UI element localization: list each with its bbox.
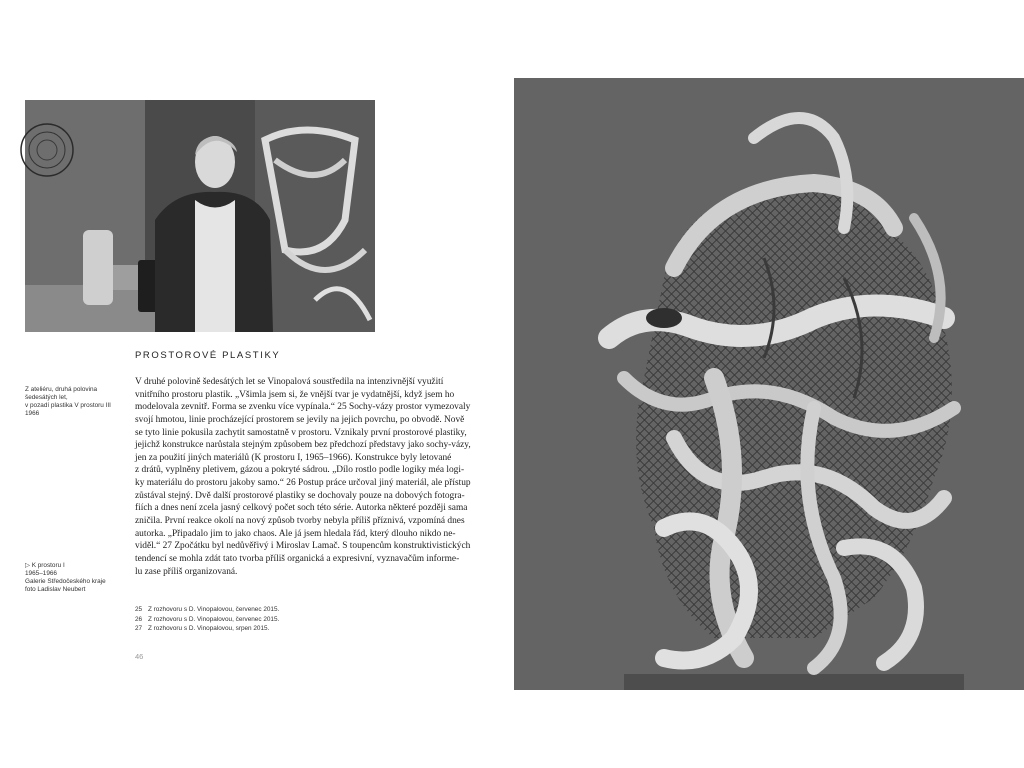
footnotes — [135, 605, 279, 634]
caption-line: foto Ladislav Neubert — [25, 586, 86, 593]
body-line: zůstával stejný. Dvě další prostorové plastiky se dochovaly pouze na dobových fotogra- — [135, 490, 465, 501]
page-number: 46 — [135, 652, 144, 661]
footnote-number: 26 — [135, 615, 143, 623]
footnote-text: Z rozhovoru s D. Vinopalovou, červenec 2015. — [148, 615, 280, 623]
studio-photo-image — [25, 100, 375, 332]
body-line: jen za použití jiných materiálů (K prostoru I, 1965–1966). Konstrukce byly letované — [135, 452, 452, 463]
body-line: autorka. „Připadalo jim to jako chaos. Ale já jsem hledala řád, který dlouho nikdo ne- — [135, 528, 456, 539]
right-page-sculpture-photo — [514, 78, 1024, 690]
sculpture-image — [514, 78, 1024, 690]
body-line: svojí hmotou, linie procházející prostorem se jevily na jejich povrchu, po obvodě. Nově — [135, 414, 465, 425]
caption-line: 1965–1966 — [25, 570, 57, 577]
body-line: vnitřního prostoru plastik. „Všimla jsem si, že vnější tvar je vydatnější, když jsem ho — [135, 389, 455, 400]
body-line: zničila. První reakce okolí na nový způsob tvorby nebyla příliš příznivá, vzpomíná dnes — [135, 516, 465, 527]
caption-line: ▷ K prostoru I — [25, 562, 65, 569]
section-title: PROSTOROVÉ PLASTIKY — [135, 350, 281, 361]
footnote — [135, 615, 279, 625]
caption-line: šedesátých let, — [25, 394, 68, 401]
footnote-number: 27 — [135, 625, 143, 632]
photo-caption-top — [25, 386, 125, 418]
body-line: fiích a dnes není zcela jasný celkový počet soch této série. Autorka některé později sama — [135, 503, 468, 514]
artist-studio-photo — [25, 100, 375, 332]
body-text — [135, 376, 471, 578]
footnote — [135, 624, 279, 634]
body-line: viděl.“ 27 Zpočátku byl nedůvěřivý i Miroslav Lamač. S toupencům konstruktivistických — [135, 541, 471, 552]
body-line: lu zase příliš organizovaná. — [135, 566, 238, 577]
caption-line: Z ateliéru, druhá polovina — [25, 386, 98, 393]
caption-line: Galerie Středočeského kraje — [25, 578, 106, 585]
body-line: se tyto linie pokusila zachytit samostatně v prostoru. Vznikaly první prostorové plastiky, — [135, 427, 467, 438]
book-spread — [0, 78, 1024, 690]
photo-caption-bottom — [25, 562, 125, 594]
body-line: modelovala zevnitř. Forma se zvenku více vypínala.“ 25 Sochy-vázy prostor vymezovaly — [135, 402, 471, 413]
body-line: V druhé polovině šedesátých let se Vinopalová soustředila na intenzivnější využití — [135, 377, 444, 387]
body-line: z drátů, vyplněny pletivem, gázou a pokryté sádrou. „Dílo rostlo podle logiky méa logi- — [135, 465, 465, 476]
footnote-text: Z rozhovoru s D. Vinopalovou, červenec 2015. — [148, 606, 280, 613]
footnote-number: 25 — [135, 606, 143, 613]
footnote — [135, 605, 279, 615]
footnote-text: Z rozhovoru s D. Vinopalovou, srpen 2015. — [148, 625, 270, 632]
body-line: tendencí se mohla zdát tato tvorba příliš organická a expresivní, vyznavačům informe- — [135, 553, 460, 564]
caption-line: 1966 — [25, 410, 40, 417]
left-page — [0, 78, 512, 690]
caption-line: v pozadí plastika V prostoru III — [25, 402, 111, 409]
body-line: jejichž konstrukce narůstala stejným způsobem bez předchozí představy jako sochy-vázy, — [135, 440, 471, 451]
body-line: ky materiálu do prostoru jakoby samo.“ 26 Postup práce určoval jiný materiál, ale přístup — [135, 478, 471, 489]
